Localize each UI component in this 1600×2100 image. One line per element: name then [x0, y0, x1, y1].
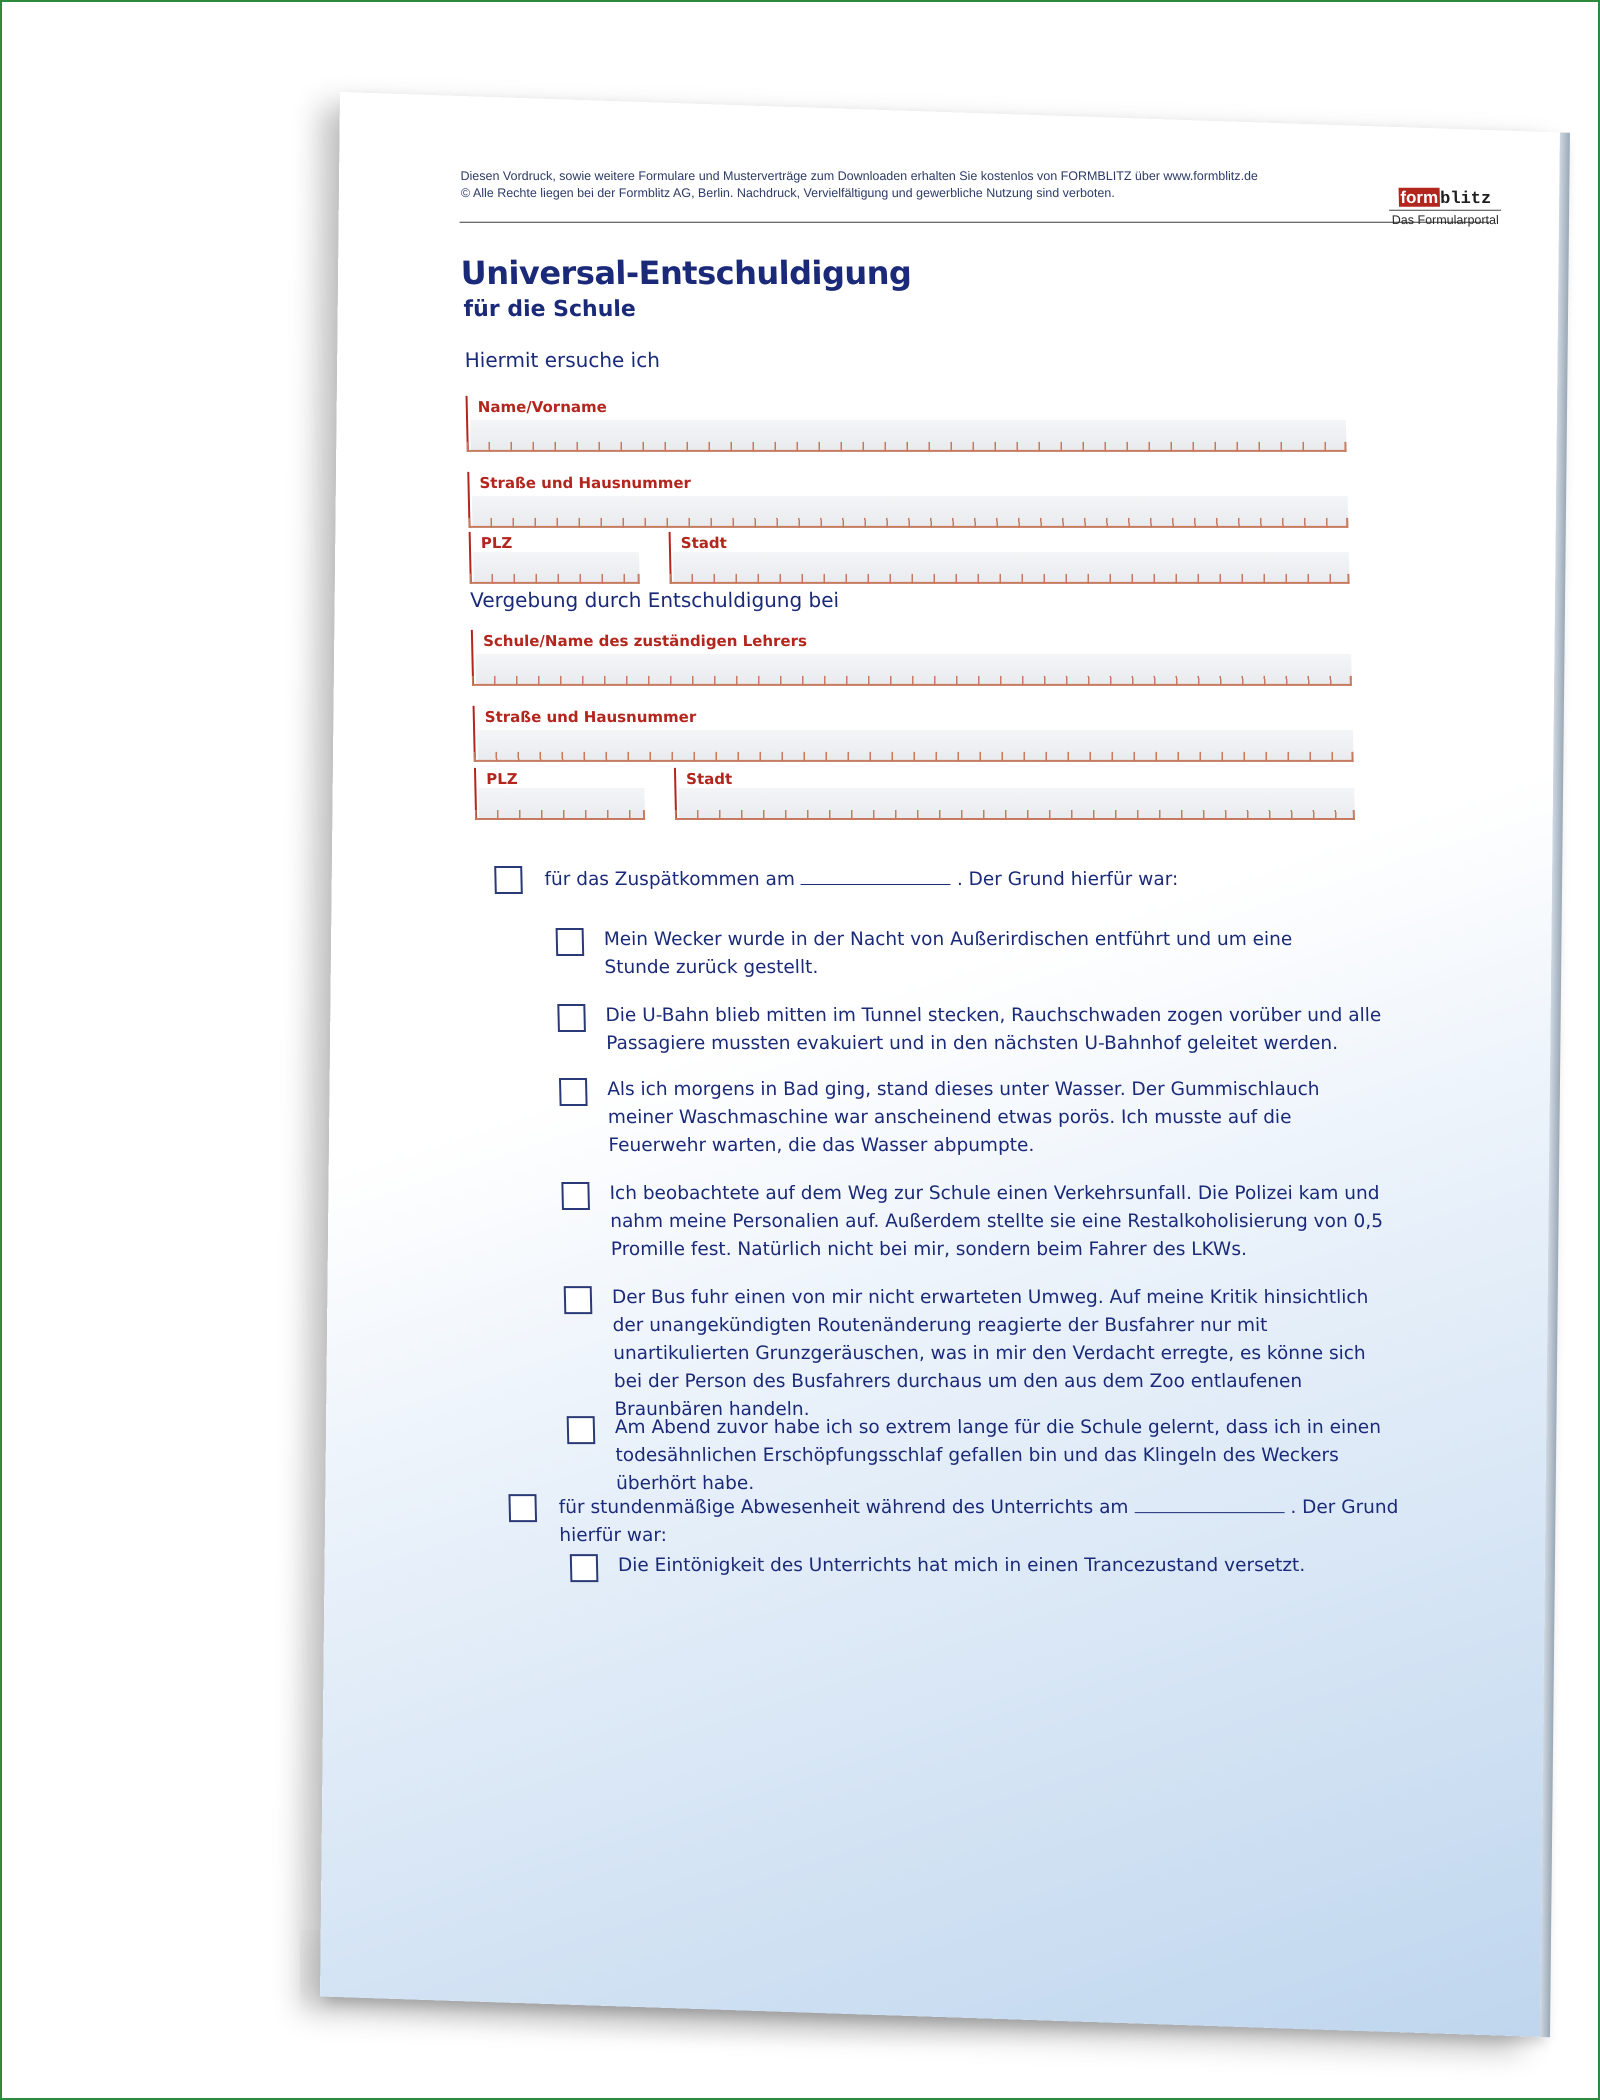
absence-option — [558, 1494, 1459, 1550]
formblitz-logo — [1389, 188, 1502, 227]
logo-part-blitz: blitz — [1439, 189, 1492, 209]
reason-checkbox-6[interactable] — [567, 1416, 596, 1444]
logo-wordmark — [1398, 188, 1491, 209]
late-label-after: . Der Grund hierfür war: — [956, 868, 1179, 890]
reason-checkbox-2[interactable] — [557, 1004, 586, 1032]
absence-label: für stundenmäßige Abwesenheit während des Unterrichts am — [558, 1497, 1129, 1519]
reason-checkbox-4[interactable] — [561, 1182, 590, 1210]
disclaimer-line-1: Diesen Vordruck, sowie weitere Formulare und Musterverträge zum Downloaden erhalten Sie kostenlos von FORMBLITZ über www.formblitz.de — [460, 168, 1259, 183]
reason-text-3: Als ich morgens in Bad ging, stand dieses unter Wasser. Der Gummischlauch meiner Waschmaschine war anscheinend etwas porös. Ich musste auf die Feuerwehr warten, die das Wasser abpumpte. — [606, 1079, 1320, 1157]
reason-text-4: Ich beobachtete auf dem Weg zur Schule einen Verkehrsunfall. Die Polizei kam und nahm meine Personalien auf. Außerdem stellte sie eine Restalkoholisierung von 0,5 Promille fest. Natürlich nicht bei mir, sondern beim Fahrer des LKWs. — [609, 1183, 1384, 1261]
absence-label-after: . Der Grund hierfür war: — [559, 1497, 1399, 1547]
page-content — [327, 96, 1590, 2001]
school-field-label: Schule/Name des zuständigen Lehrers — [482, 631, 808, 650]
absence-reason-text-1: Die Eintönigkeit des Unterrichts hat mich in einen Trancezustand versetzt. — [617, 1555, 1306, 1577]
reason-text-1: Mein Wecker wurde in der Nacht von Außerirdischen entführt und um eine Stunde zurück gestellt. — [603, 928, 1293, 978]
disclaimer-line-2: © Alle Rechte liegen bei der Formblitz AG, Berlin. Nachdruck, Vervielfältigung und gewerbliche Nutzung sind verboten. — [460, 185, 1115, 200]
school-field[interactable] — [471, 630, 1352, 686]
absence-date-blank[interactable] — [1134, 1494, 1284, 1513]
document-subtitle: für die Schule — [463, 296, 637, 322]
school-city-field-label: Stadt — [685, 769, 733, 788]
disclaimer — [460, 168, 1341, 202]
city-field[interactable] — [669, 532, 1350, 584]
absence-reason-checkbox-1[interactable] — [570, 1554, 599, 1582]
intro-text: Hiermit ersuche ich — [464, 347, 661, 372]
late-label: für das Zuspätkommen am — [544, 868, 796, 890]
school-street-field-label: Straße und Hausnummer — [484, 707, 697, 726]
name-field-label: Name/Vorname — [477, 397, 608, 416]
name-field[interactable] — [466, 396, 1347, 452]
school-zip-field-label: PLZ — [486, 769, 518, 788]
street-field[interactable] — [467, 472, 1348, 528]
city-field-label: Stadt — [680, 533, 728, 552]
late-date-blank[interactable] — [801, 866, 951, 885]
document-title: Universal-Entschuldigung — [460, 253, 912, 292]
school-city-field[interactable] — [674, 768, 1355, 820]
section-heading-school: Vergebung durch Entschuldigung bei — [469, 587, 840, 612]
reason-checkbox-5[interactable] — [564, 1286, 593, 1314]
zip-field[interactable] — [469, 532, 640, 584]
absence-checkbox[interactable] — [508, 1494, 537, 1522]
reason-checkbox-1[interactable] — [556, 928, 585, 956]
street-field-label: Straße und Hausnummer — [479, 473, 692, 492]
logo-part-form: form — [1400, 187, 1439, 207]
late-option — [544, 866, 1364, 894]
reason-text-6: Am Abend zuvor habe ich so extrem lange für die Schule gelernt, dass ich in einen todesähnlichen Erschöpfungsschlaf gefallen bin und das Klingeln des Weckers überhört habe. — [614, 1417, 1382, 1495]
late-checkbox[interactable] — [494, 866, 523, 894]
header-rule — [460, 222, 1490, 223]
logo-tagline: Das Formularportal — [1389, 210, 1501, 227]
reason-text-2: Die U-Bahn blieb mitten im Tunnel stecken, Rauchschwaden zogen vorüber und alle Passagiere mussten evakuiert und in den nächsten U-Bahnhof geleitet werden. — [605, 1004, 1382, 1055]
zip-field-label: PLZ — [480, 533, 513, 552]
document-page — [320, 92, 1560, 2037]
reason-checkbox-3[interactable] — [559, 1078, 588, 1106]
school-street-field[interactable] — [473, 706, 1354, 762]
school-zip-field[interactable] — [474, 768, 645, 820]
reason-text-5: Der Bus fuhr einen von mir nicht erwarteten Umweg. Auf meine Kritik hinsichtlich der unangekündigten Routenänderung reagierte der Busfahrer nur mit unartikulierten Grunzgeräuschen, was in mir den Verdacht erregte, es könne sich bei der Person des Busfahrers durchaus um den aus dem Zoo entlaufenen Braunbären handeln. — [611, 1287, 1369, 1421]
